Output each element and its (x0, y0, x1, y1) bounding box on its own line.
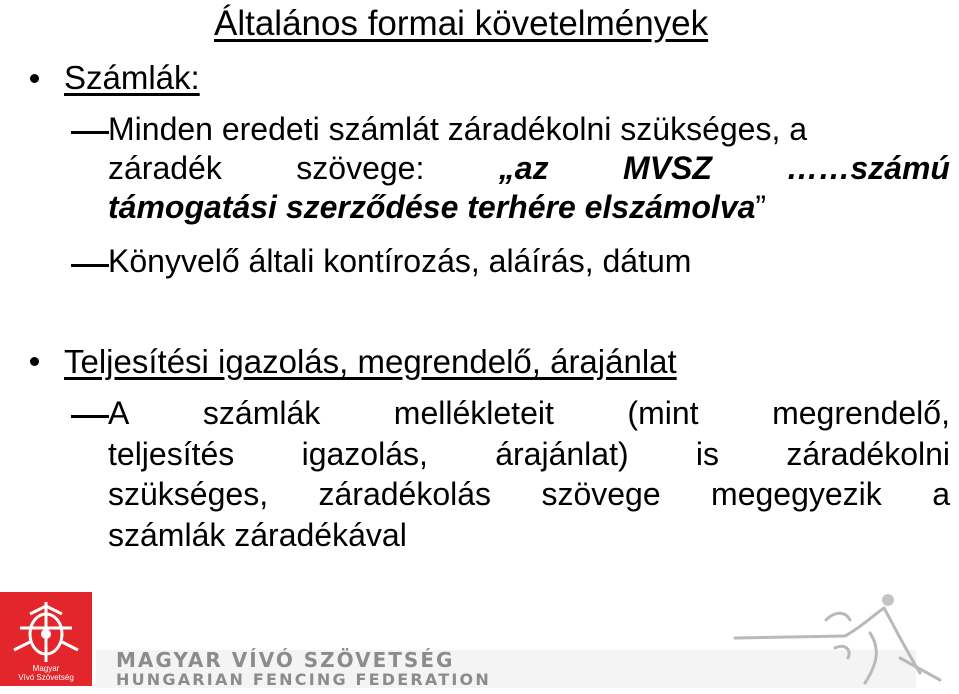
item-line: Könyvelő általi kontírozás, aláírás, dátum (108, 243, 692, 279)
word: záradék (108, 150, 222, 186)
word: szövege (541, 476, 661, 512)
word: igazolás, (301, 436, 428, 472)
section-heading-szamlak: Számlák: (64, 59, 200, 96)
italic-text: támogatási szerződése terhére elszámolva (108, 189, 756, 225)
word: is (695, 436, 720, 472)
word: záradékolás (318, 476, 492, 512)
word: MVSZ (623, 150, 712, 186)
item-line (108, 394, 950, 433)
logo-line-1: Magyar (32, 664, 60, 673)
word: szövege: (296, 150, 425, 186)
word: (mint (627, 395, 699, 431)
dash-marker (71, 264, 109, 267)
item-line (108, 149, 950, 188)
bullet-dot (30, 74, 39, 83)
item-line (108, 475, 950, 514)
word: teljesítés (108, 436, 235, 472)
logo-line-2: Vívó Szövetség (18, 673, 74, 682)
item-line: Minden eredeti számlát záradékolni szükséges, a (108, 111, 808, 147)
word: árajánlat) (495, 436, 629, 472)
close-quote: ” (755, 189, 767, 225)
word: ……számú (786, 150, 950, 186)
federation-logo (0, 592, 92, 686)
fencer-emblem-icon (0, 598, 92, 668)
slide-title: Általános formai követelmények (214, 4, 709, 43)
item-line (108, 435, 950, 474)
logo-caption (0, 664, 92, 682)
word: A (108, 395, 130, 431)
word: számlák (202, 395, 321, 431)
word: megrendelő, (772, 395, 950, 431)
item-line: számlák záradékával (108, 517, 407, 553)
word: mellékleteit (393, 395, 554, 431)
word: záradékolni (786, 436, 950, 472)
org-name-en: HUNGARIAN FENCING FEDERATION (116, 670, 491, 689)
dash-marker (71, 131, 109, 134)
bullet-dot (30, 357, 39, 366)
section-heading-teljesitesi: Teljesítési igazolás, megrendelő, árajánlat (64, 343, 677, 380)
item-line (108, 188, 766, 227)
word: megegyezik (711, 476, 882, 512)
word: a (932, 476, 950, 512)
word: „az (498, 150, 549, 186)
org-name-hu: MAGYAR VÍVÓ SZÖVETSÉG (116, 648, 455, 672)
word: szükséges, (108, 476, 269, 512)
dash-marker (71, 415, 109, 418)
